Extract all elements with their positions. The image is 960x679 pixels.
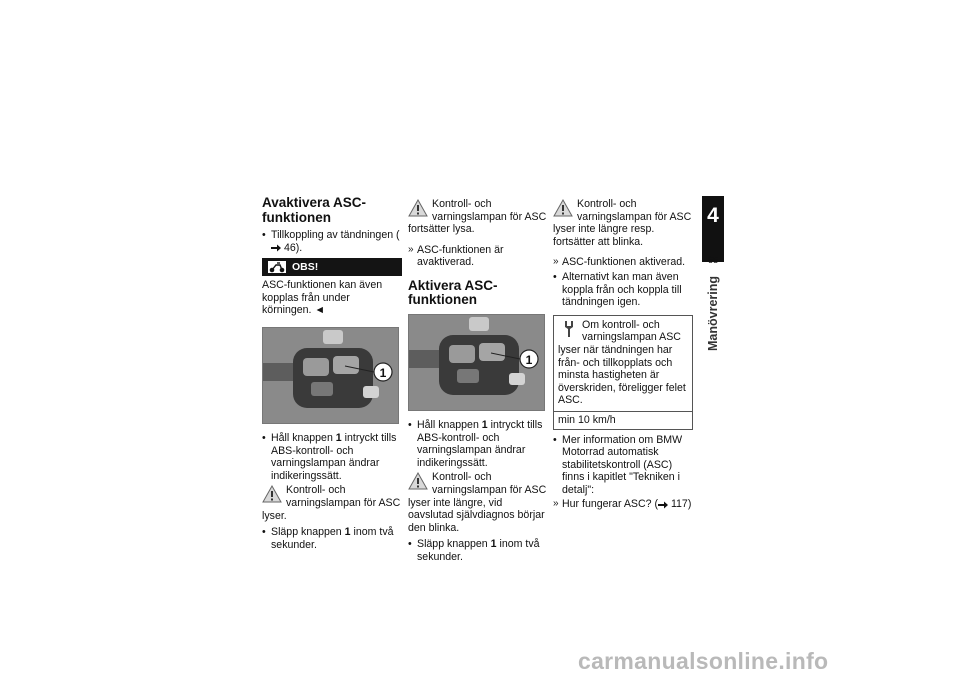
end-marker: ◄ (314, 304, 325, 317)
chapter-number: 4 (707, 204, 719, 227)
photo-callout-1: 1 (379, 365, 387, 380)
chapter-title: Manövrering (706, 275, 720, 351)
handlebar-switch-photo (262, 327, 399, 424)
motorcycle-icon (268, 261, 286, 273)
tip-box (553, 315, 693, 430)
arrow-reference-icon (658, 501, 668, 509)
bullet-release-button: • Släpp knappen 1 inom två sekunder. (408, 538, 548, 563)
bullet-release-button: • Släpp knappen 1 inom två sekunder. (262, 526, 402, 551)
tool-icon (562, 320, 576, 338)
column-1 (262, 196, 402, 553)
bullet-hold-button: • Håll knappen 1 intryckt tills ABS-kontroll- och varningslampan ändrar indikeringssätt. (262, 432, 402, 482)
page-reference[interactable]: 46 (271, 242, 296, 254)
heading-activate-asc: Aktivera ASC-funktionen (408, 277, 498, 308)
column-3 (553, 196, 693, 513)
obs-banner (262, 258, 402, 276)
bullet-hold-button: • Håll knappen 1 intryckt tills ABS-kontroll- och varningslampan ändrar indikeringssätt. (408, 419, 548, 469)
link-how-asc-works[interactable]: » Hur fungerar ASC? ( 117) (553, 498, 693, 511)
page-reference[interactable]: 117 (658, 498, 688, 510)
warning-lamp-icon (408, 199, 428, 217)
watermark: carmanualsonline.info (578, 648, 829, 674)
handlebar-switch-image (263, 328, 399, 424)
warning-lamp-icon (553, 199, 573, 217)
arrow-reference-icon (271, 244, 281, 252)
bullet-alternative: • Alternativt kan man även koppla från och koppla till tändningen igen. (553, 271, 693, 309)
photo-callout-1: 1 (525, 352, 533, 367)
warning-lamp-icon (408, 472, 428, 490)
bullet-ignition: • Tillkoppling av tändningen ( 46). (262, 229, 402, 254)
heading-deactivate-asc: Avaktivera ASC-funktionen (262, 195, 367, 225)
handlebar-switch-photo (408, 314, 545, 411)
chapter-tab (702, 196, 724, 262)
obs-label: OBS! (292, 261, 319, 274)
tip-box-text: Om kontroll- och varningslampan ASC lyser när tändningen har från- och tillkopplats och minsta hastigheten är överskriden, föreligger felet ASC. (558, 318, 686, 407)
result-activated: » ASC-funktionen aktiverad. (553, 256, 693, 269)
warning-note: Kontroll- och varningslampan för ASC fortsätter lysa. (408, 198, 547, 236)
page-number: 65 (707, 255, 719, 266)
warning-note: Kontroll- och varningslampan för ASC lyser inte längre, vid oavslutad självdiagnos börjar den blinka. (408, 471, 547, 534)
warning-note: Kontroll- och varningslampan för ASC lyser. (262, 484, 401, 522)
handlebar-switch-image (409, 315, 545, 411)
bullet-more-info: • Mer information om BMW Motorrad automatisk stabilitetskontroll (ASC) finns i kapitlet "Tekniken i detalj": (553, 434, 693, 497)
result-deactivated: » ASC-funktionen är avaktiverad. (408, 244, 548, 269)
tip-box-value: min 10 km/h (554, 411, 692, 429)
warning-note: Kontroll- och varningslampan för ASC lyser inte längre resp. fortsätter att blinka. (553, 198, 692, 248)
column-2 (408, 196, 548, 566)
warning-lamp-icon (262, 485, 282, 503)
obs-text: ASC-funktionen kan även kopplas från under körningen. ◄ (262, 279, 383, 317)
